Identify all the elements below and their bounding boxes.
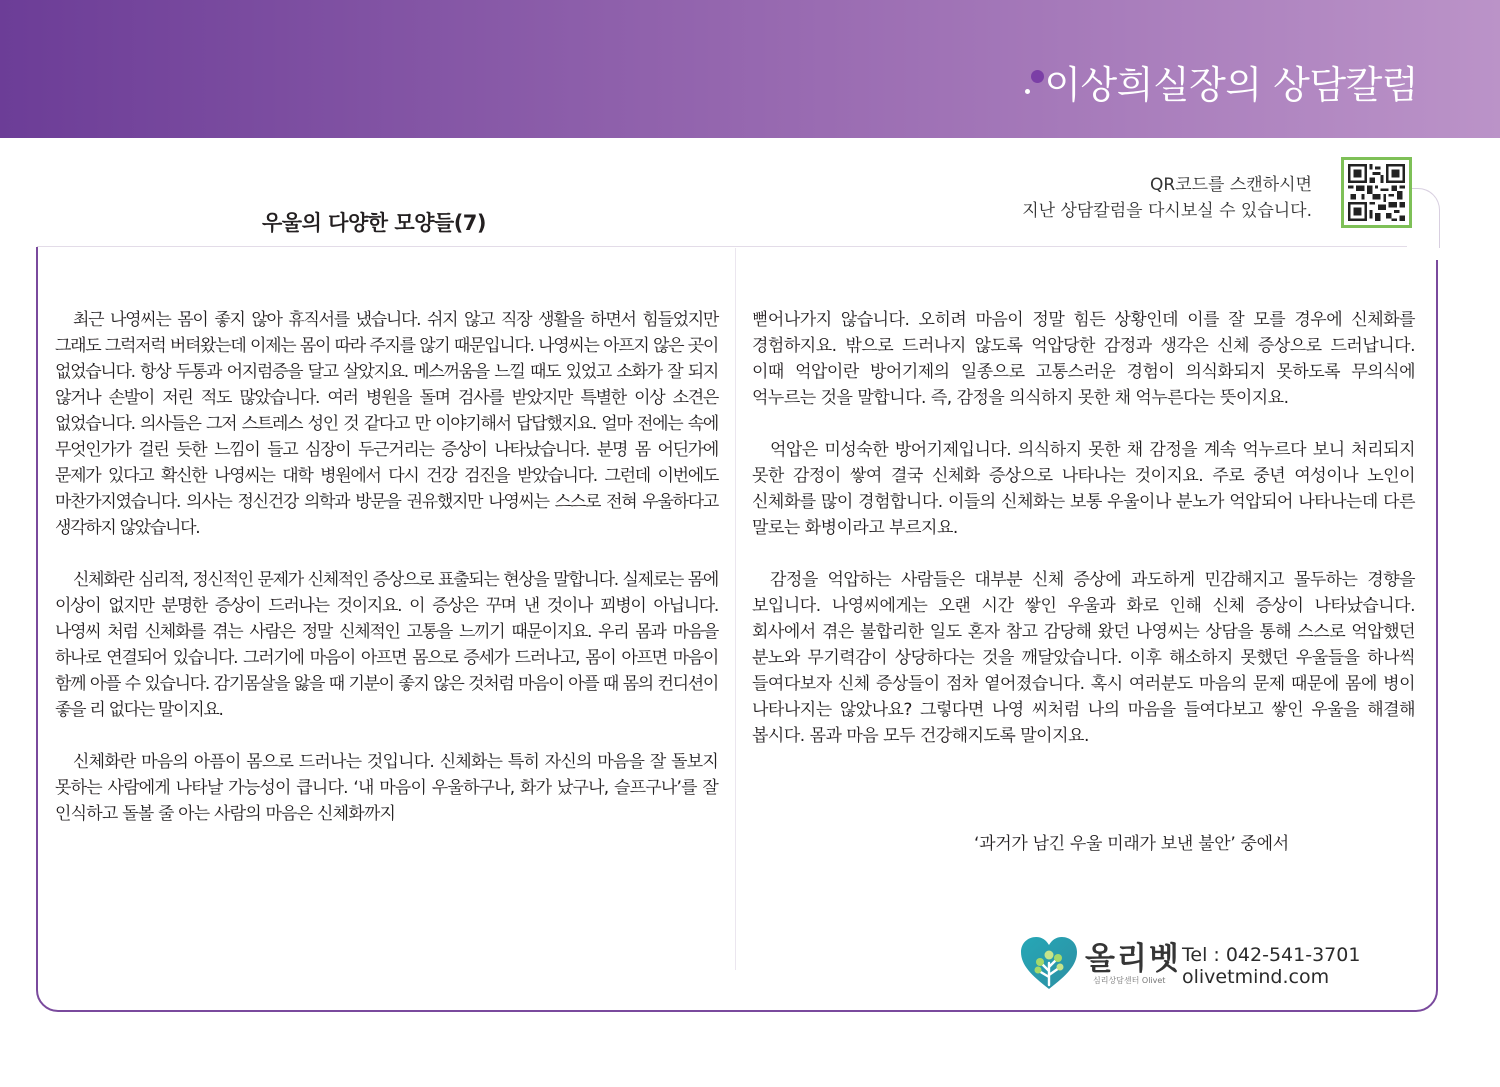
qr-caption	[1022, 172, 1312, 224]
header-dot-icon	[1031, 70, 1044, 83]
qr-code-icon[interactable]	[1341, 157, 1412, 228]
logo-name: 올리벳	[1085, 941, 1181, 977]
header-bullet-icon	[1025, 89, 1030, 94]
heart-tree-icon	[1019, 935, 1079, 991]
qr-code-graphic	[1348, 164, 1405, 221]
book-quote: ‘과거가 남긴 우울 미래가 보낸 불안’ 중에서	[974, 834, 1289, 854]
right-paragraph-3: 감정을 억압하는 사람들은 대부분 신체 증상에 과도하게 민감해지고 몰두하는 경향을 보입니다. 나영씨에게는 오랜 시간 쌓인 우울과 화로 인해 신체 증상이 나타났습니다. 회사에서 겪은 불합리한 일도 혼자 참고 감당해 왔던 나영씨는 상담을 통해 스스로 억압했던 분노와 무기력감이 상당하다는 것을 깨달았습니다. 이후 해소하지 못했던 우울들을 하나씩 들여다보자 신체 증상들이 점차 옅어졌습니다. 혹시 여러분도 마음의 문제 때문에 몸에 병이 나타나지는 않았나요? 그렇다면 나영 씨처럼 나의 마음을 들여다보고 쌓인 우울을 해결해 봅시다. 몸과 마음 모두 건강해지도록 말이지요.	[752, 570, 1415, 746]
left-paragraph-3: 신체화란 마음의 아픔이 몸으로 드러나는 것입니다. 신체화는 특히 자신의 마음을 잘 돌보지 못하는 사람에게 나타날 가능성이 큽니다. ‘내 마음이 우울하구나, 화가 났구나, 슬프구나’를 잘 인식하고 돌볼 줄 아는 사람의 마음은 신체화까지	[55, 752, 718, 824]
header-title: 이상희실장의 상담칼럼	[1044, 63, 1418, 107]
qr-caption-line2: 지난 상담칼럼을 다시보실 수 있습니다.	[1022, 201, 1312, 221]
left-paragraph-2: 신체화란 심리적, 정신적인 문제가 신체적인 증상으로 표출되는 현상을 말합니다. 실제로는 몸에 이상이 없지만 분명한 증상이 드러나는 것이지요. 이 증상은 꾸며 낸 것이나 꾀병이 아닙니다. 나영씨 처럼 신체화를 겪는 사람은 정말 신체적인 고통을 느끼기 때문이지요. 우리 몸과 마음을 하나로 연결되어 있습니다. 그러기에 마음이 아프면 몸으로 증세가 드러나고, 몸이 아프면 마음이 함께 아플 수 있습니다. 감기몸살을 앓을 때 기분이 좋지 않은 것처럼 마음이 아플 때 몸의 컨디션이 좋을 리 없다는 말이지요.	[55, 570, 718, 720]
article-title: 우울의 다양한 모양들(7)	[262, 211, 487, 235]
right-paragraph-1: 뻗어나가지 않습니다. 오히려 마음이 정말 힘든 상황인데 이를 잘 모를 경우에 신체화를 경험하지요. 밖으로 드러나지 않도록 억압당한 감정과 생각은 신체 증상으로 드러납니다. 이때 억압이란 방어기제의 일종으로 고통스러운 경험이 의식화되지 못하도록 무의식에 억누르는 것을 말합니다. 즉, 감정을 의식하지 못한 채 억누른다는 뜻이지요.	[752, 310, 1415, 408]
website-link[interactable]: olivetmind.com	[1182, 966, 1330, 988]
frame-corner-curve	[1410, 188, 1440, 248]
logo-subtitle: 심리상담센터 Olivet	[1093, 976, 1166, 985]
left-paragraph-1: 최근 나영씨는 몸이 좋지 않아 휴직서를 냈습니다. 쉬지 않고 직장 생활을 하면서 힘들었지만 그래도 그럭저럭 버텨왔는데 이제는 몸이 따라 주지를 않기 때문입니다. 나영씨는 아프지 않은 곳이 없었습니다. 항상 두통과 어지럼증을 달고 살았지요. 메스꺼움을 느낄 때도 있었고 소화가 잘 되지 않거나 손발이 저린 적도 많았습니다. 여러 병원을 돌며 검사를 받았지만 특별한 이상 소견은 없었습니다. 의사들은 그저 스트레스 성인 것 같다고 만 이야기해서 답답했지요. 얼마 전에는 속에 무엇인가가 걸린 듯한 느낌이 들고 심장이 두근거리는 증상이 나타났습니다. 분명 몸 어딘가에 문제가 있다고 확신한 나영씨는 대학 병원에서 다시 건강 검진을 받았습니다. 그런데 이번에도 마찬가지였습니다. 의사는 정신건강 의학과 방문을 권유했지만 나영씨는 스스로 전혀 우울하다고 생각하지 않았습니다.	[55, 310, 718, 538]
right-paragraph-2: 억압은 미성숙한 방어기제입니다. 의식하지 못한 채 감정을 계속 억누르다 보니 처리되지 못한 감정이 쌓여 결국 신체화 증상으로 나타나는 것이지요. 주로 중년 여성이나 노인이 신체화를 많이 경험합니다. 이들의 신체화는 보통 우울이나 분노가 억압되어 나타나는데 다른 말로는 화병이라고 부르지요.	[752, 440, 1415, 538]
column-divider	[735, 248, 736, 970]
right-column	[752, 307, 1415, 775]
contact-info	[1182, 944, 1360, 988]
qr-caption-line1: QR코드를 스캔하시면	[1150, 175, 1312, 195]
phone-number: Tel : 042-541-3701	[1182, 944, 1361, 966]
left-column	[55, 307, 718, 853]
frame-top-line	[37, 246, 1407, 247]
